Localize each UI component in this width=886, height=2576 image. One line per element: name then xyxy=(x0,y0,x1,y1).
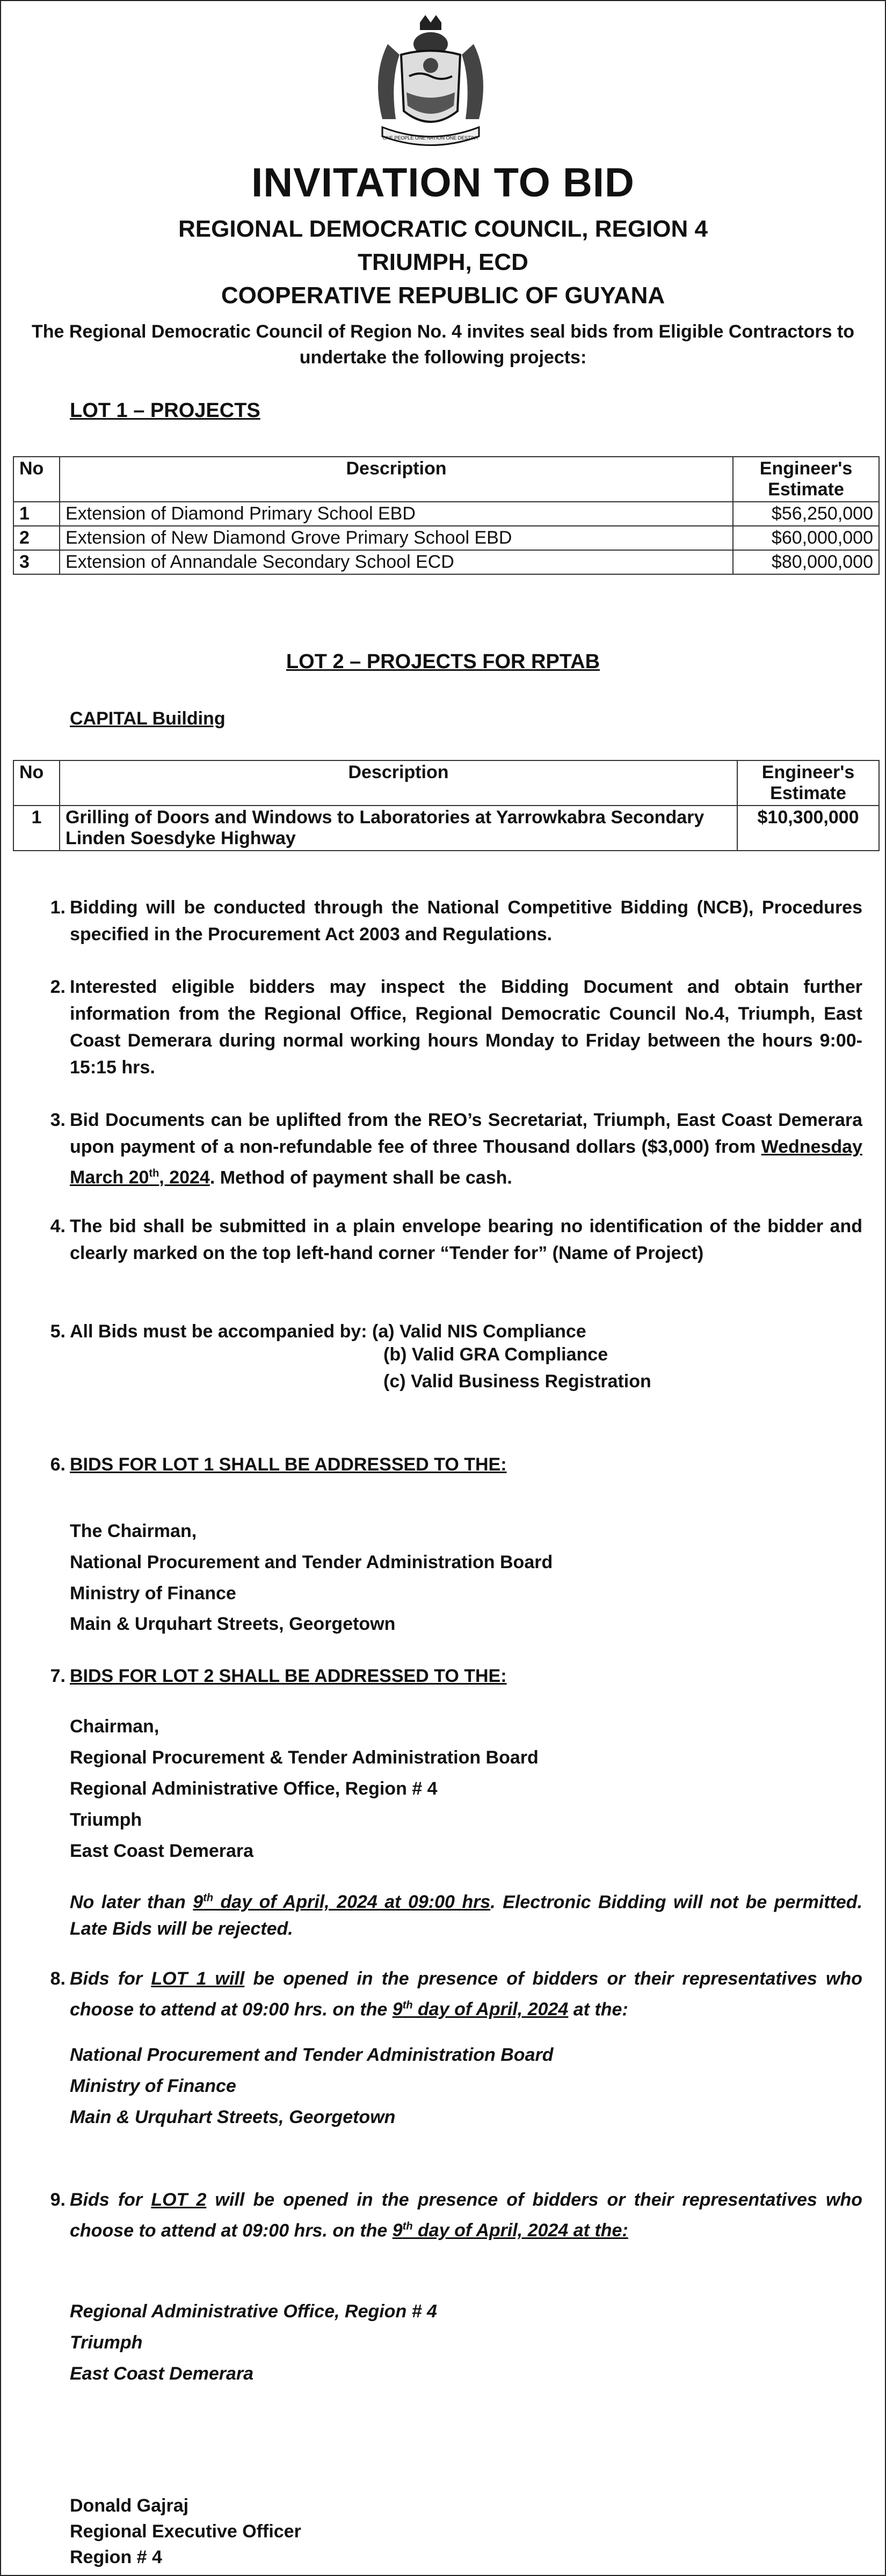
item-number: 6. xyxy=(50,1454,66,1475)
item-3 xyxy=(35,1107,862,1191)
location-line: TRIUMPH, ECD xyxy=(358,249,528,275)
item-text-part: Bids for xyxy=(70,2190,151,2210)
table-row xyxy=(13,550,879,574)
requirement-gra: (b) Valid GRA Compliance xyxy=(383,1344,608,1365)
item-text: All Bids must be accompanied by: (a) Valid NIS Compliance xyxy=(70,1321,586,1342)
item-1 xyxy=(35,894,862,948)
item-text-part: will be opened in the presence of bidders or their representatives who choose to attend at 09:00 hrs. on the xyxy=(70,2190,862,2241)
item-number: 9. xyxy=(50,2190,66,2210)
date-suffix: th xyxy=(149,1168,159,1180)
crest-motto: ONE PEOPLE ONE NATION ONE DESTINY xyxy=(382,135,479,141)
deadline-period: . xyxy=(288,1919,293,1940)
table-row xyxy=(13,502,879,526)
address-line: Chairman, xyxy=(70,1716,159,1737)
item-number: 7. xyxy=(50,1666,66,1686)
row-estimate: $56,250,000 xyxy=(733,502,879,526)
address-line: National Procurement and Tender Administration Board xyxy=(70,1552,553,1572)
date-year: , 2024 xyxy=(159,1167,210,1188)
row-no: 3 xyxy=(13,550,60,574)
address-line: Ministry of Finance xyxy=(70,2076,236,2096)
item-text-part: be opened in the presence of bidders or their representatives who choose to attend at 09:00 hrs. on the xyxy=(70,1968,862,2020)
opening-rest: day of April, 2024 xyxy=(412,1999,569,2020)
col-estimate: Engineer's Estimate xyxy=(737,760,879,806)
intro-paragraph: The Regional Democratic Council of Region No. 4 invites seal bids from Eligible Contractors to undertake the following projects: xyxy=(31,321,855,368)
item-text-part: Bids for xyxy=(70,1968,151,1989)
opening-day: 9 xyxy=(392,1999,403,2020)
lot1-heading: LOT 1 – PROJECTS xyxy=(70,399,260,422)
item-number: 1. xyxy=(50,897,66,918)
row-description: Extension of Diamond Primary School EBD xyxy=(60,502,733,526)
item-number: 2. xyxy=(50,977,66,997)
issuer-line: REGIONAL DEMOCRATIC COUNCIL, REGION 4 xyxy=(178,216,708,242)
row-no: 2 xyxy=(13,526,60,550)
deadline-rest: day of April, 2024 at 09:00 hrs xyxy=(213,1892,491,1913)
item-number: 3. xyxy=(50,1110,66,1130)
item-number: 4. xyxy=(50,1216,66,1236)
item-2 xyxy=(35,974,862,1081)
item-6 xyxy=(35,1451,862,1478)
lot2-subheading: CAPITAL Building xyxy=(70,708,226,729)
item-5 xyxy=(35,1318,862,1345)
item-8 xyxy=(35,1965,862,2023)
address-line: Main & Urquhart Streets, Georgetown xyxy=(70,1614,396,1634)
col-estimate: Engineer's Estimate xyxy=(733,457,879,502)
lot-ref: LOT 1 will xyxy=(151,1968,245,1989)
row-estimate: $10,300,000 xyxy=(737,806,879,851)
table-row xyxy=(13,526,879,550)
row-description: Extension of Annandale Secondary School ECD xyxy=(60,550,733,574)
item-text xyxy=(70,2186,862,2244)
deadline-day: 9 xyxy=(193,1892,204,1913)
opening-rest: day of April, 2024 at the: xyxy=(412,2220,628,2241)
address-line: East Coast Demerara xyxy=(70,1841,254,1861)
date-text: Wednesday March 20 xyxy=(70,1137,862,1188)
deadline-note xyxy=(70,1885,862,1942)
deadline-text: No later than xyxy=(70,1892,193,1913)
table-row xyxy=(13,806,879,851)
address-line: East Coast Demerara xyxy=(70,2363,254,2384)
lot1-table xyxy=(13,456,880,575)
deadline-text: . Electronic Bidding will not be permitted. Late Bids will be rejected xyxy=(70,1892,863,1940)
opening-day: 9 xyxy=(392,2220,403,2241)
item-text: Interested eligible bidders may inspect the Bidding Document and obtain further information from the Regional Office, Regional Democratic Council No.4, Triumph, East Coast Demerara during normal working hours Monday to Friday between the hours 9:00-15:15 hrs. xyxy=(70,977,862,1078)
item-9 xyxy=(35,2186,862,2244)
requirement-business-registration: (c) Valid Business Registration xyxy=(383,1371,651,1392)
item-text: BIDS FOR LOT 2 SHALL BE ADDRESSED TO THE: xyxy=(70,1666,507,1686)
col-description: Description xyxy=(60,457,733,502)
item-7 xyxy=(35,1663,862,1689)
row-estimate: $80,000,000 xyxy=(733,550,879,574)
signatory-name: Donald Gajraj xyxy=(70,2496,189,2516)
item-4 xyxy=(35,1213,862,1267)
row-description: Extension of New Diamond Grove Primary School EBD xyxy=(60,526,733,550)
col-no: No xyxy=(13,760,60,806)
table-header-row xyxy=(13,760,879,806)
deadline-date xyxy=(193,1892,490,1912)
row-no: 1 xyxy=(13,806,60,851)
lot-ref: LOT 2 xyxy=(151,2190,207,2210)
col-no: No xyxy=(13,457,60,502)
address-line: Regional Administrative Office, Region # 4 xyxy=(70,1779,438,1799)
item-text-part: . Method of payment shall be cash. xyxy=(209,1167,512,1188)
address-line: Triumph xyxy=(70,2332,143,2353)
item-text: The bid shall be submitted in a plain envelope bearing no identification of the bidder and clearly marked on the top left-hand corner “Tender for” (Name of Project) xyxy=(70,1216,862,1263)
col-description: Description xyxy=(60,760,737,806)
address-line: National Procurement and Tender Administration Board xyxy=(70,2045,554,2065)
item-text-part: Bid Documents can be uplifted from the REO’s Secretariat, Triumph, East Coast Demerara upon payment of a non-refundable fee of three Thousand dollars ($3,000) from xyxy=(70,1110,862,1157)
address-line: Triumph xyxy=(70,1810,142,1830)
table-header-row xyxy=(13,457,879,502)
signatory-region: Region # 4 xyxy=(70,2547,162,2567)
opening-date xyxy=(393,2220,628,2241)
item-text xyxy=(70,1107,862,1191)
coat-of-arms-emblem xyxy=(350,12,511,157)
row-description: Grilling of Doors and Windows to Laboratories at Yarrowkabra Secondary Linden Soesdyke Highway xyxy=(60,806,737,851)
address-line: Regional Administrative Office, Region # 4 xyxy=(70,2301,437,2322)
lot2-heading xyxy=(1,650,885,674)
document-title: INVITATION TO BID xyxy=(251,160,635,206)
item-number: 8. xyxy=(50,1968,66,1989)
address-line: Ministry of Finance xyxy=(70,1583,236,1604)
address-line: Main & Urquhart Streets, Georgetown xyxy=(70,2107,396,2127)
country-line: COOPERATIVE REPUBLIC OF GUYANA xyxy=(221,282,665,309)
item-text: BIDS FOR LOT 1 SHALL BE ADDRESSED TO THE: xyxy=(70,1454,507,1475)
item-number: 5. xyxy=(50,1321,66,1342)
item-text xyxy=(70,1965,862,2023)
item-text-part: at the: xyxy=(568,1999,628,2020)
opening-suffix: th xyxy=(402,2000,413,2011)
address-line: The Chairman, xyxy=(70,1521,197,1541)
opening-date xyxy=(393,1999,569,2019)
opening-suffix: th xyxy=(402,2221,413,2233)
signatory-role: Regional Executive Officer xyxy=(70,2521,301,2542)
deadline-suffix: th xyxy=(203,1892,214,1904)
lot2-table xyxy=(13,760,880,851)
item-text: Bidding will be conducted through the National Competitive Bidding (NCB), Procedures specified in the Procurement Act 2003 and Regulations. xyxy=(70,897,862,945)
row-estimate: $60,000,000 xyxy=(733,526,879,550)
address-line: Regional Procurement & Tender Administration Board xyxy=(70,1747,539,1768)
lot2-heading-text: LOT 2 – PROJECTS FOR RPTAB xyxy=(286,650,600,673)
row-no: 1 xyxy=(13,502,60,526)
